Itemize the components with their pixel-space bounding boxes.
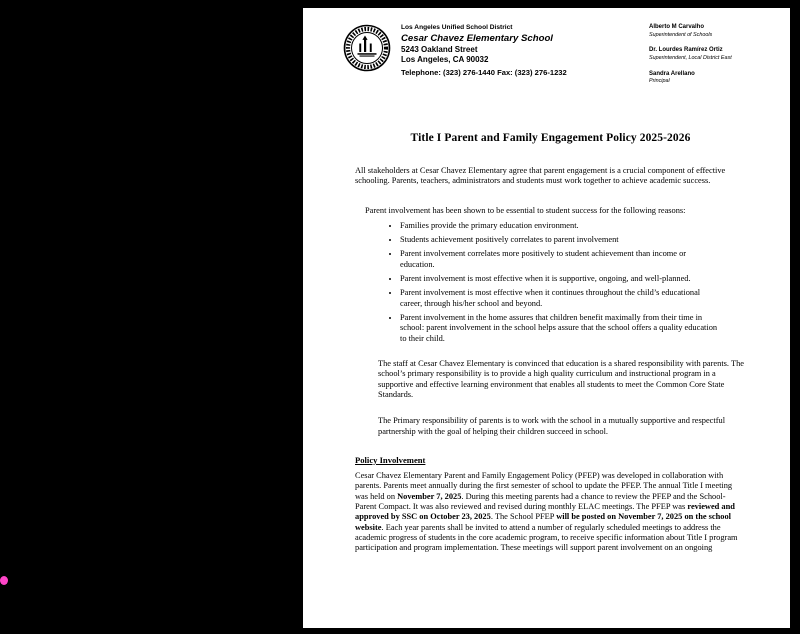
official-name: Alberto M Carvalho — [649, 24, 705, 30]
school-info-block — [401, 22, 567, 78]
policy-bold-text: November 7, 2025 — [397, 491, 462, 501]
bullet-item: • Parent involvement is most effective when it continues throughout the child’s educational career, through his/her school and beyond. — [400, 288, 718, 309]
policy-text: Cesar Chavez Elementary Parent and Family Engagement Policy (PFEP) was developed in collaboration with parents. Parents meet annually during the first semester of school to update the PFEP. The annual Title I meeting was held on — [355, 470, 733, 501]
reasons-bullet-list — [355, 221, 746, 344]
officials-block — [649, 22, 746, 94]
bullet-item: • Parent involvement correlates more positively to student achievement than income or education. — [400, 249, 718, 270]
policy-text: . During this meeting parents had a chance to review the PFEP and the School-Parent Compact. It was also reviewed and revised during monthly ELAC meetings. The PFEP was — [355, 491, 726, 511]
bullet-item: • Families provide the primary education environment. — [400, 221, 718, 231]
district-name: Los Angeles Unified School District — [401, 24, 513, 31]
document-page — [303, 8, 790, 628]
official-principal — [649, 71, 746, 85]
letterhead — [343, 22, 746, 94]
school-name: Cesar Chavez Elementary School — [401, 32, 553, 44]
official-title: Principal — [649, 78, 670, 84]
document-title: Title I Parent and Family Engagement Policy 2025-2026 — [410, 131, 691, 144]
reasons-intro-paragraph: Parent involvement has been shown to be essential to student success for the following reasons: — [365, 206, 686, 216]
policy-involvement-paragraph — [355, 471, 746, 554]
policy-text: . Each year parents shall be invited to attend a number of regularly scheduled meetings to address the academic progress of students in the core academic program, to receive specific information about Title I program participation and program implementation. These meetings will support parent involvement on an ongoing — [355, 522, 738, 553]
official-superintendent — [649, 24, 746, 38]
school-phone-fax: Telephone: (323) 276-1440 Fax: (323) 276-1232 — [401, 67, 567, 77]
parent-responsibility-paragraph: The Primary responsibility of parents is to work with the school in a mutually supportive and respectful partnership with the goal of helping their children succeed in school. — [378, 416, 726, 436]
policy-bold-text: reviewed and approved by SSC on October 23, 2025 — [355, 501, 735, 522]
school-address-line1: 5243 Oakland Street — [401, 45, 478, 55]
staff-responsibility-paragraph: The staff at Cesar Chavez Elementary is convinced that education is a shared responsibility with parents. The school’s primary responsibility is to provide a high quality curriculum and instructional program in a supportive and effective learning environment that enables all students to meet the Common Core State Standards. — [378, 359, 744, 399]
lausd-seal-icon — [343, 24, 391, 72]
bullet-item: • Students achievement positively correlates to parent involvement — [400, 235, 718, 245]
pink-marker-dot — [0, 576, 8, 585]
official-title: Superintendent, Local District East — [649, 54, 732, 61]
official-name: Sandra Arellano — [649, 70, 695, 77]
school-address-line2: Los Angeles, CA 90032 — [401, 55, 489, 65]
official-title: Superintendent of Schools — [649, 31, 713, 38]
bullet-item: • Parent involvement is most effective when it is supportive, ongoing, and well-planned. — [400, 274, 718, 284]
policy-bold-text: will be posted on November 7, 2025 on the school website — [355, 512, 731, 532]
bullet-item: • Parent involvement in the home assures that children benefit maximally from their time in school: parent involvement in the school helps assure that the school offers a quality education to their child. — [400, 313, 718, 344]
policy-involvement-heading: Policy Involvement — [355, 454, 426, 465]
intro-paragraph: All stakeholders at Cesar Chavez Elementary agree that parent engagement is a crucial component of effective schooling. Parents, teachers, administrators and students must work together to achieve academic success. — [355, 165, 726, 186]
official-name: Dr. Lourdes Ramírez Ortiz — [649, 47, 723, 54]
policy-text: . The School PFEP — [490, 512, 557, 522]
official-local-district — [649, 47, 746, 61]
